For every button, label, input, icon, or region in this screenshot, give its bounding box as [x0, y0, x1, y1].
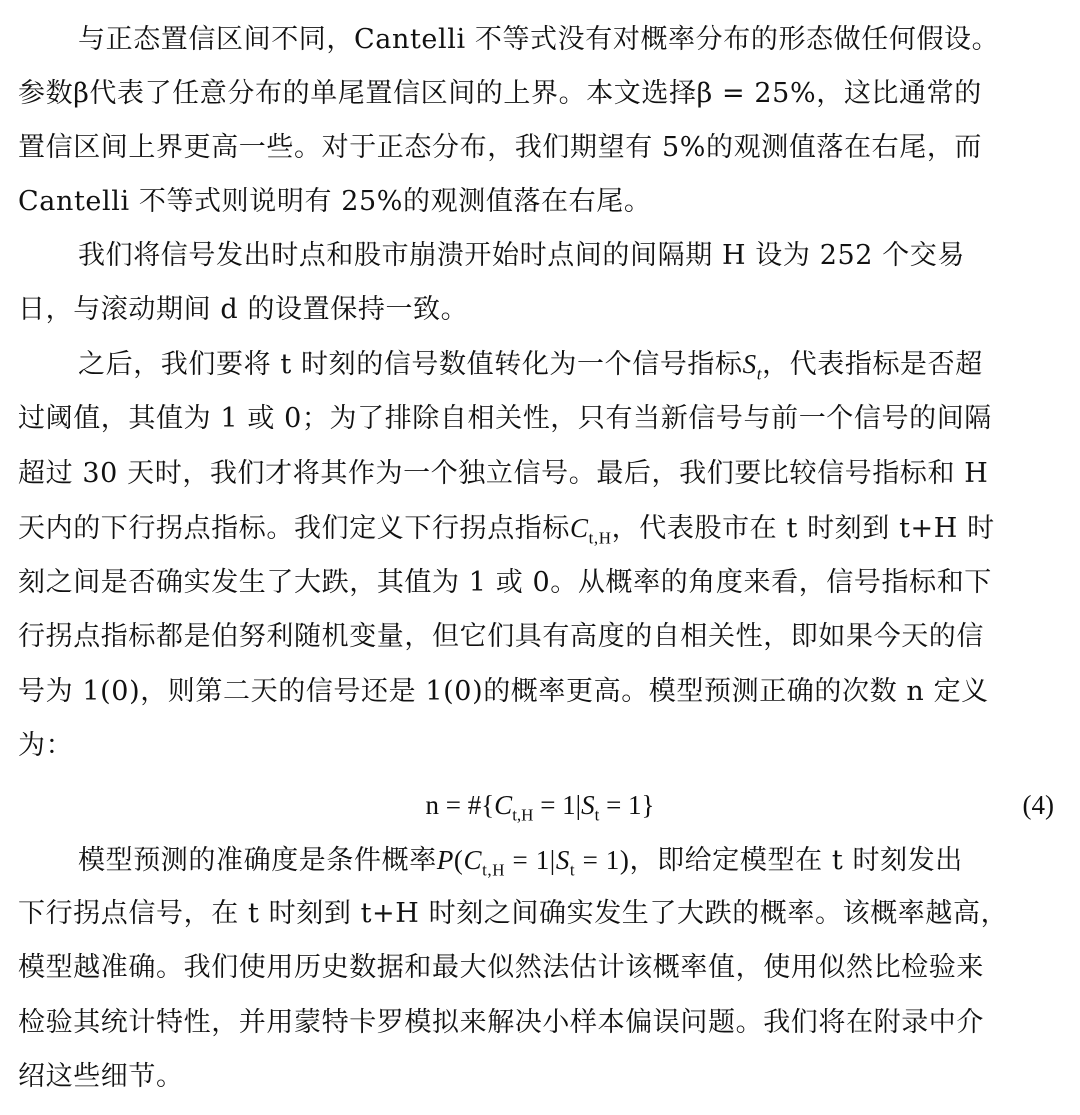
subscript-t: t — [756, 364, 763, 384]
text-segment: 天内的下行拐点指标。我们定义下行拐点指标 — [18, 513, 570, 544]
paragraph-1-line-1: 与正态置信区间不同，Cantelli 不等式没有对概率分布的形态做任何假设。 — [78, 24, 1000, 55]
paren-close: = 1) — [575, 845, 630, 875]
paragraph-1-line-4: Cantelli 不等式则说明有 25%的观测值落在右尾。 — [18, 186, 652, 217]
symbol-C: C — [570, 513, 589, 543]
subscript-t: t — [569, 860, 576, 880]
subscript-tH: t,H — [482, 860, 506, 880]
symbol-S: S — [742, 349, 757, 379]
subscript-tH: t,H — [588, 528, 612, 548]
paragraph-2-line-1: 我们将信号发出时点和股市崩溃开始时点间的间隔期 H 设为 252 个交易 — [78, 240, 966, 271]
paragraph-3-line-5: 刻之间是否确实发生了大跌，其值为 1 或 0。从概率的角度来看，信号指标和下 — [18, 567, 992, 598]
eq-lhs: n = #{ — [425, 790, 495, 820]
paragraph-3-line-1 — [78, 344, 1056, 384]
downturn-indicator-symbol — [570, 513, 612, 548]
paragraph-4-line-3: 模型越准确。我们使用历史数据和最大似然法估计该概率值，使用似然比检验来 — [18, 952, 984, 983]
text-segment: 之后，我们要将 t 时刻的信号数值转化为一个信号指标 — [78, 349, 743, 380]
paragraph-3-line-3: 超过 30 天时，我们才将其作为一个独立信号。最后，我们要比较信号指标和 H — [18, 458, 989, 489]
eq-symbol-S: S — [581, 790, 595, 820]
symbol-P: P — [436, 845, 454, 875]
symbol-S: S — [555, 845, 570, 875]
text-segment: ，代表指标是否超 — [762, 349, 983, 380]
eq-subscript-tH: t,H — [512, 805, 534, 825]
paragraph-3-line-7: 号为 1(0)，则第二天的信号还是 1(0)的概率更高。模型预测正确的次数 n 定义 — [18, 676, 989, 707]
paragraph-3-line-2: 过阈值，其值为 1 或 0；为了排除自相关性，只有当新信号与前一个信号的间隔 — [18, 403, 992, 434]
equation-body — [425, 790, 655, 825]
paragraph-4-line-4: 检验其统计特性，并用蒙特卡罗模拟来解决小样本偏误问题。我们将在附录中介 — [18, 1007, 984, 1038]
paragraph-1-line-3: 置信区间上界更高一些。对于正态分布，我们期望有 5%的观测值落在右尾，而 — [18, 132, 983, 163]
paragraph-3-line-4 — [18, 508, 1056, 548]
text-segment: ，即给定模型在 t 时刻发出 — [629, 845, 963, 876]
paragraph-1-line-2: 参数β代表了任意分布的单尾置信区间的上界。本文选择β = 25%，这比通常的 — [18, 78, 982, 109]
paren-open: ( — [453, 845, 464, 875]
eq-symbol-C: C — [494, 790, 513, 820]
paragraph-4-line-2: 下行拐点信号，在 t 时刻到 t+H 时刻之间确实发生了大跌的概率。该概率越高， — [18, 898, 1009, 929]
paragraph-3-line-8: 为： — [18, 730, 74, 761]
paragraph-4-line-1 — [78, 840, 1056, 880]
text-segment: ，代表股市在 t 时刻到 t+H 时 — [611, 513, 995, 544]
paragraph-3-line-6: 行拐点指标都是伯努利随机变量，但它们具有高度的自相关性，即如果今天的信 — [18, 621, 984, 652]
eq-subscript-t: t — [594, 805, 600, 825]
paragraph-4-line-5: 绍这些细节。 — [18, 1061, 184, 1092]
equation-4 — [0, 783, 1080, 827]
signal-indicator-symbol — [742, 349, 763, 384]
text-mid: = 1| — [505, 845, 556, 875]
eq-mid: = 1| — [533, 790, 582, 820]
equation-number: (4) — [1022, 790, 1054, 820]
paragraph-2-line-2: 日，与滚动期间 d 的设置保持一致。 — [18, 294, 469, 325]
text-segment: 模型预测的准确度是条件概率 — [78, 845, 437, 876]
eq-rhs: = 1} — [599, 790, 655, 820]
symbol-C: C — [463, 845, 483, 875]
